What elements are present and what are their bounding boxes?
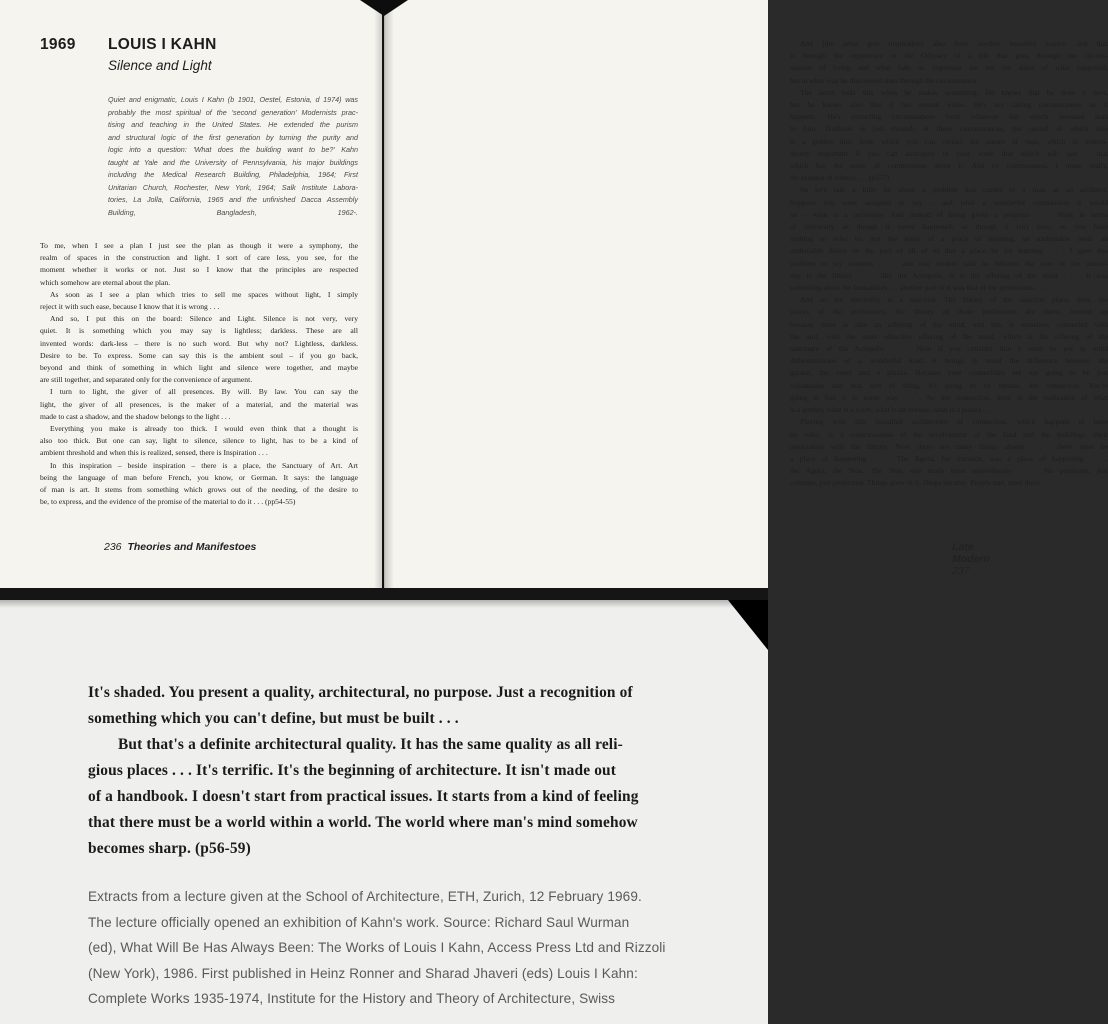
text-line: which has the sense of commonness about it. And by commonness, I mean really, — [790, 161, 1108, 171]
source-line: Extracts from a lecture given at the School of Architecture, ETH, Zurich, 12 February 1969. — [88, 889, 642, 904]
text-line: is a garden, what is a court, what is an avenue, what is a piazza . . . — [790, 405, 993, 415]
text-line: of man is art. It stems from something which grows out of the needing, of the desire to — [40, 485, 358, 495]
text-line: association with the library. Now there are many things absent . . . there must be — [790, 441, 1108, 451]
text-line: sity is the library . . . like the Acropolis. It is the offering of the mind . . . It was — [790, 270, 1108, 280]
intro-line: tising and teaching in the United States. He extended the purism — [108, 120, 358, 129]
intro-line: Unitarian Church, Rochester, New York, 1964; Salk Institute Labora- — [108, 182, 358, 192]
text-line: columns, just protection. Things grew in it. Shops became. People met, meet there. — [790, 478, 1042, 488]
quote-passage — [88, 680, 738, 862]
quote-line: of a handbook. I doesn't start from practical issues. It starts from a kind of feeling — [88, 788, 639, 805]
intro-line: including the Medical Research Building, Philadelphia, 1964; First — [108, 170, 358, 179]
text-line: to him. Tradition is just mounds of these circumstances, the record of which also — [790, 124, 1108, 134]
right-page-number: 237 — [952, 565, 970, 577]
right-body-text — [790, 38, 1108, 490]
book-gutter-shadow — [374, 0, 394, 588]
text-line: of university as though it never happened, as though it isn't here, so you have — [790, 222, 1108, 232]
chapter-author: LOUIS I KAHN — [108, 36, 217, 53]
text-line: be – what is a university. And instead of being given a program . . . think in terms — [790, 209, 1108, 219]
text-line: And so, I put this on the board: Silence and Light. Silence is not very, very — [50, 314, 358, 324]
intro-line: Quiet and enigmatic, Louis I Kahn (b 1901, Oestel, Estonia, d 1974) was — [108, 95, 358, 104]
text-line: ambient threshold and when this is realized, sensed, there is Inspiration . . . — [40, 448, 268, 458]
quote-line: something which you can't define, but must be built . . . — [88, 710, 459, 727]
text-line: nothing to refer to, just the sense of a place of learning, an undeniable need: an — [790, 234, 1108, 244]
text-line: is through the experience or the Odyssey of a life that goes through the circum- — [790, 51, 1108, 61]
text-line: the unit, with the more objective offering of the mind, which is the offering of the — [790, 331, 1108, 341]
text-line: because there is also an offering of the mind, and this is somehow connected with — [790, 319, 1108, 329]
binding-shadow — [360, 0, 408, 16]
text-line: light, the giver of all presences, is the maker of a material, and the material was — [40, 399, 358, 409]
quote-line: It's shaded. You present a quality, architectural, no purpose. Just a recognition of — [88, 684, 633, 701]
text-line: Desire to be. To express. Some can say this is the ambient soul – if you go back, — [40, 350, 358, 360]
text-line: Everything you make is already too thick. I would even think that a thought is — [50, 424, 358, 434]
lower-photographed-page — [0, 600, 768, 1024]
intro-line: tories, La Jolla, California, 1965 and the unfinished Dacca Assembly — [108, 195, 358, 204]
text-line: be, to express, and the evidence of the promise of the material to do it . . . (pp54-55) — [40, 497, 296, 507]
source-note — [88, 884, 738, 1012]
text-line: the Agora, the Stoa. The Stoa was made most marvellously . . . No partitions, just — [790, 466, 1108, 476]
left-page-number: 236 — [104, 541, 122, 553]
text-line: stances of living and what falls as important are not the dates of what happened, — [790, 63, 1108, 73]
intro-line: probably the most spiritual of the 'second generation' Modernists prac- — [108, 107, 358, 117]
text-line: the essence of silence . . . (p157) — [790, 173, 890, 183]
left-page-footer — [104, 541, 256, 553]
text-line: colonnades and that sort of thing, it's going to be mental, the connection. You're — [790, 380, 1108, 390]
text-line: problem to my students . . . and one student said he believes the core of the univer- — [790, 258, 1108, 268]
text-line: is a golden dust from which you can extract the nature of man, which is tremen- — [790, 136, 1108, 146]
text-line: In this inspiration – beside inspiration – there is a place, the Sanctuary of Art. Art — [50, 460, 358, 470]
text-line: Suppose you were assigned to say – and what a wonderful commission it would — [790, 197, 1108, 207]
text-line: but he knows also that it has eternal value. He's not taking circumstances as it — [790, 100, 1108, 110]
text-line: no rules, is a consciousness of the involvement of the land and the buildings, their — [790, 429, 1108, 439]
left-page — [0, 0, 382, 588]
quote-line: But that's a definite architectural quality. It has the same quality as all reli- — [118, 736, 623, 753]
text-line: sanctuary of the Acropolis . . . Now if you consider this it must be put in mind — [790, 344, 1108, 354]
intro-line: taught at Yale and the University of Pennsylvania, his major buildings — [108, 157, 358, 167]
intro-line: logic into a question: 'What does the building want to be?' Kahn — [108, 145, 358, 154]
text-line: Playing with this so-called architecture of connection, which happens to have — [800, 417, 1108, 427]
text-line: moment whether it works or not. Just so I know that the principles are respected — [40, 265, 358, 275]
left-body-text — [40, 240, 358, 508]
text-line: beyond and think of something in which light and silence were together, and maybe — [40, 363, 358, 373]
intro-line: Building, Bangladesh, 1962-. — [108, 207, 358, 217]
text-line: realm of spaces in the construction and light. I sort of care less, you see, for the — [40, 253, 358, 263]
intro-line: and structural logic of the first generation by turning the purity and — [108, 132, 358, 142]
chapter-title: Silence and Light — [108, 58, 212, 73]
text-line: So let's talk a little bit about a problem that comes to a man as an architect. — [800, 185, 1108, 195]
left-running-title: Theories and Manifestoes — [127, 541, 257, 553]
text-line: garden, the court and a piazza. Because your connections are not going to be just — [790, 368, 1108, 378]
text-line: As soon as I see a plan which tries to sell me spaces without light, I simply — [50, 289, 358, 299]
right-page — [384, 0, 1108, 588]
text-line: which somehow are eternal about the plan. — [40, 277, 171, 287]
text-line: quiet. It is something which you may say is lightless; darkless. These are all — [40, 326, 358, 336]
source-line: The lecture officially opened an exhibition of Kahn's work. Source: Richard Saul Wurman — [88, 914, 630, 930]
text-line: a place of happening . . . The Agora, for instance, was a place of happening . . . — [790, 453, 1108, 463]
quote-line: gious places . . . It's terrific. It's the beginning of architecture. It isn't made out — [88, 762, 617, 779]
text-line: invented words: dark-less – there is no such word. But why not? Lightless, darkless. — [40, 338, 358, 348]
introduction-paragraph — [108, 94, 358, 219]
text-line: reject it with such ease, because I know that it is wrong . . . — [40, 302, 220, 312]
source-line: Complete Works 1935-1974, Institute for the History and Theory of Architecture, Swiss — [88, 991, 616, 1006]
right-running-title: Late Modern — [952, 541, 990, 565]
text-line: undeniable desire on the part of all of us that a place be for learning . . . I gave this — [790, 246, 1108, 256]
quote-line: that there must be a world within a world. The world where man's mind somehow — [88, 814, 638, 831]
chapter-year: 1969 — [40, 36, 76, 53]
quote-line: becomes sharp. (p56-59) — [88, 840, 251, 857]
text-line: being the language of man before French, you know, or German. It says: the language — [40, 472, 358, 482]
text-line: something about the humanities . . . another part of it was that of the professions . . . — [790, 283, 1046, 293]
text-line: but in what way he discovered man through the circumstance. — [790, 75, 979, 85]
text-line: And [the artist gets inspiration] also from another beautiful source, and that — [800, 39, 1108, 48]
text-line: The artist feels this when he makes something. He knows that he does it now, — [800, 87, 1108, 97]
text-line: differentiations of a wonderful kind. It brings in mind the difference between the — [790, 356, 1108, 366]
text-line: dously important if you can anticipate in your work that which will last – that — [790, 148, 1108, 158]
text-line: are still together, and separated only for the convenience of argument. — [40, 375, 253, 385]
text-line: going to feel it in some way . . . So the connection, then, is the realization of what — [790, 392, 1108, 402]
page-edge-shadow — [0, 600, 768, 608]
source-line: (ed), What Will Be Has Always Been: The Works of Louis I Kahn, Access Press Ltd and Rizzoli — [88, 940, 666, 955]
page-corner-shadow — [728, 600, 768, 650]
source-line: (New York), 1986. First published in Heinz Ronner and Sharad Jhaveri (eds) Louis I Kahn: — [88, 965, 638, 981]
text-line: happens. He's extracting circumstances from whatever fell which revealed man — [790, 112, 1108, 122]
right-page-footer — [952, 541, 993, 577]
text-line: To me, when I see a plan I just see the plan as though it were a symphony, the — [40, 241, 358, 250]
text-line: And so the university is a sanction. The library of the sanction place, then, the — [800, 295, 1108, 305]
text-line: made to cast a shadow, and the shadow belongs to the light . . . — [40, 411, 231, 421]
text-line: places of the professions, the library of these professions are there, hooked up — [790, 307, 1108, 317]
text-line: I turn to light, the giver of all presences. By will. By law. You can say the — [50, 387, 358, 397]
text-line: also too thick. But one can say, light to silence, silence to light, has to be a kind of — [40, 436, 358, 446]
